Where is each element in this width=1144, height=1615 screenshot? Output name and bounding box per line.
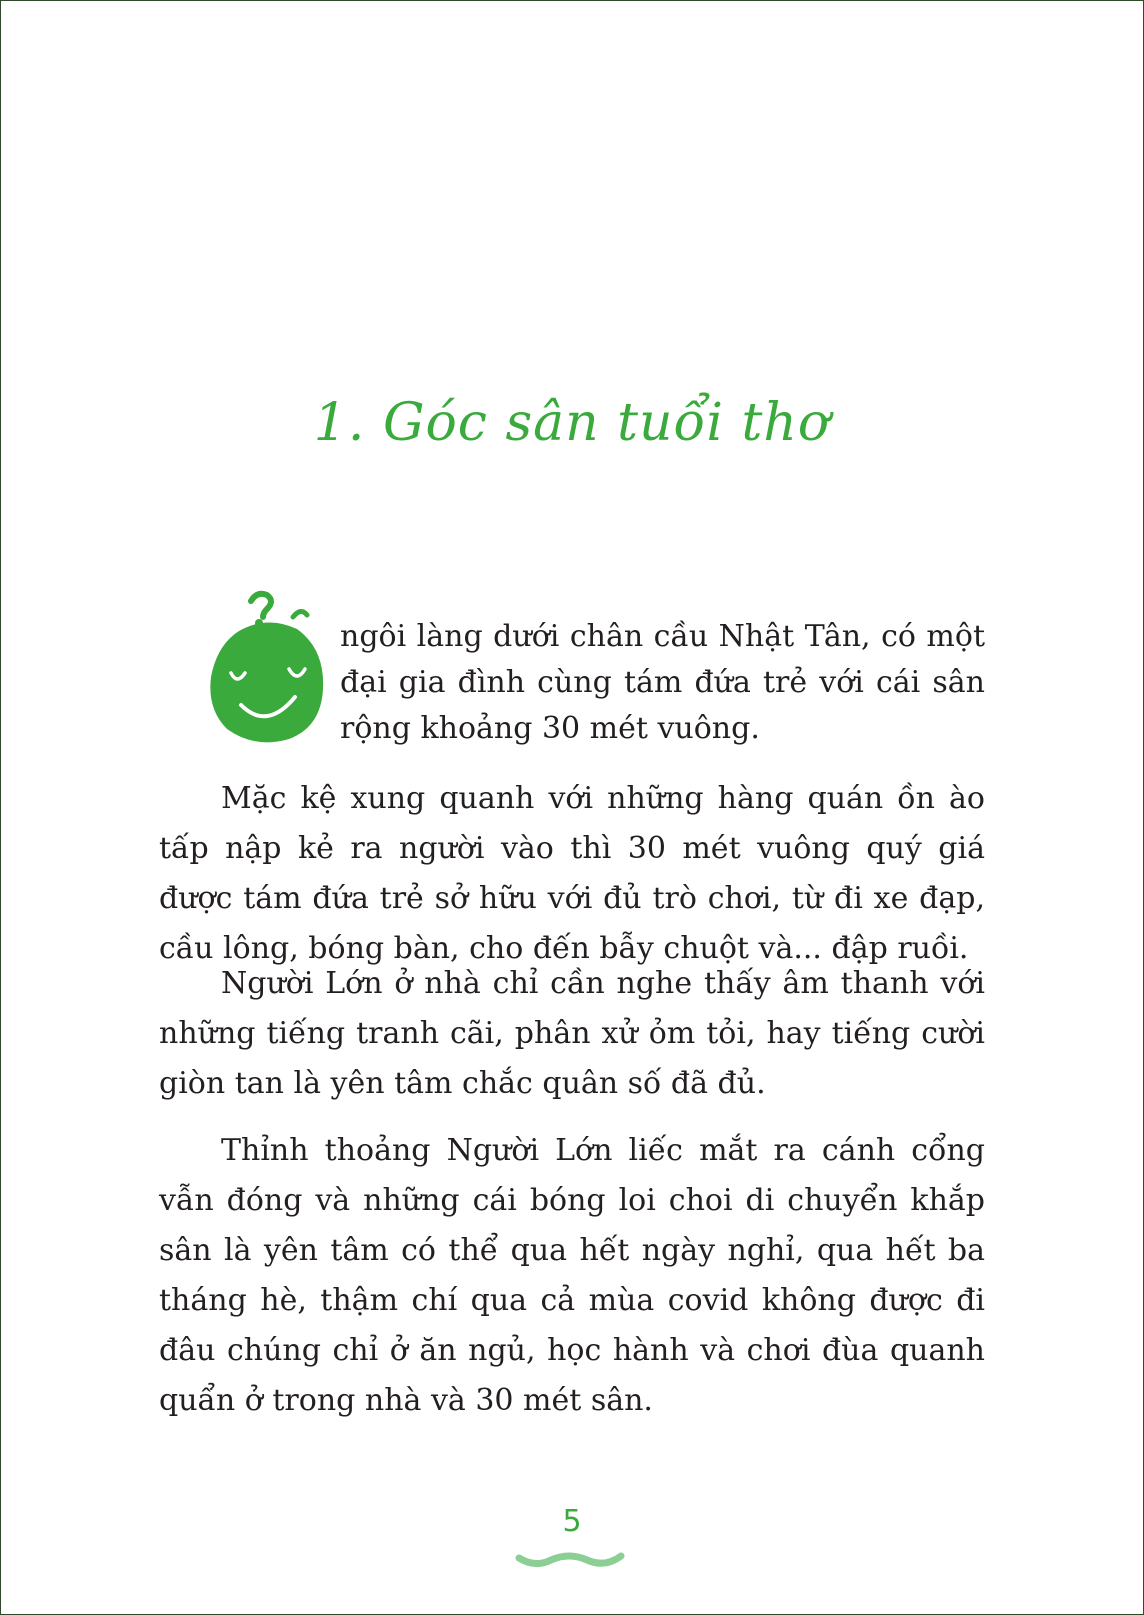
page-number: 5 (562, 1504, 582, 1539)
wave-ornament-icon (515, 1546, 625, 1572)
paragraph-4: Thỉnh thoảng Người Lớn liếc mắt ra cánh cổng vẫn đóng và những cái bóng loi choi di chuyển khắp sân là yên tâm có thể qua hết ngày nghỉ, qua hết ba tháng hè, thậm chí qua cả mùa covid không được đi đâu chúng chỉ ở ăn ngủ, học hành và chơi đùa quanh quẩn ở trong nhà và 30 mét sân. (159, 1133, 985, 1418)
paragraph-3: Người Lớn ở nhà chỉ cần nghe thấy âm thanh với những tiếng tranh cãi, phân xử ỏm tỏi, hay tiếng cười giòn tan là yên tâm chắc quân số đã đủ. (159, 966, 985, 1101)
paragraph-2: Mặc kệ xung quanh với những hàng quán ồn ào tấp nập kẻ ra người vào thì 30 mét vuông quý giá được tám đứa trẻ sở hữu với đủ trò chơi, từ đi xe đạp, cầu lông, bóng bàn, cho đến bẫy chuột và... đập ruồi. (159, 781, 985, 966)
smiling-face-drop-cap-icon (209, 589, 331, 749)
opening-paragraph: ngôi làng dưới chân cầu Nhật Tân, có một đại gia đình cùng tám đứa trẻ với cái sân rộng khoảng 30 mét vuông. (340, 619, 985, 746)
chapter-title: 1. Góc sân tuổi thơ (313, 393, 831, 453)
